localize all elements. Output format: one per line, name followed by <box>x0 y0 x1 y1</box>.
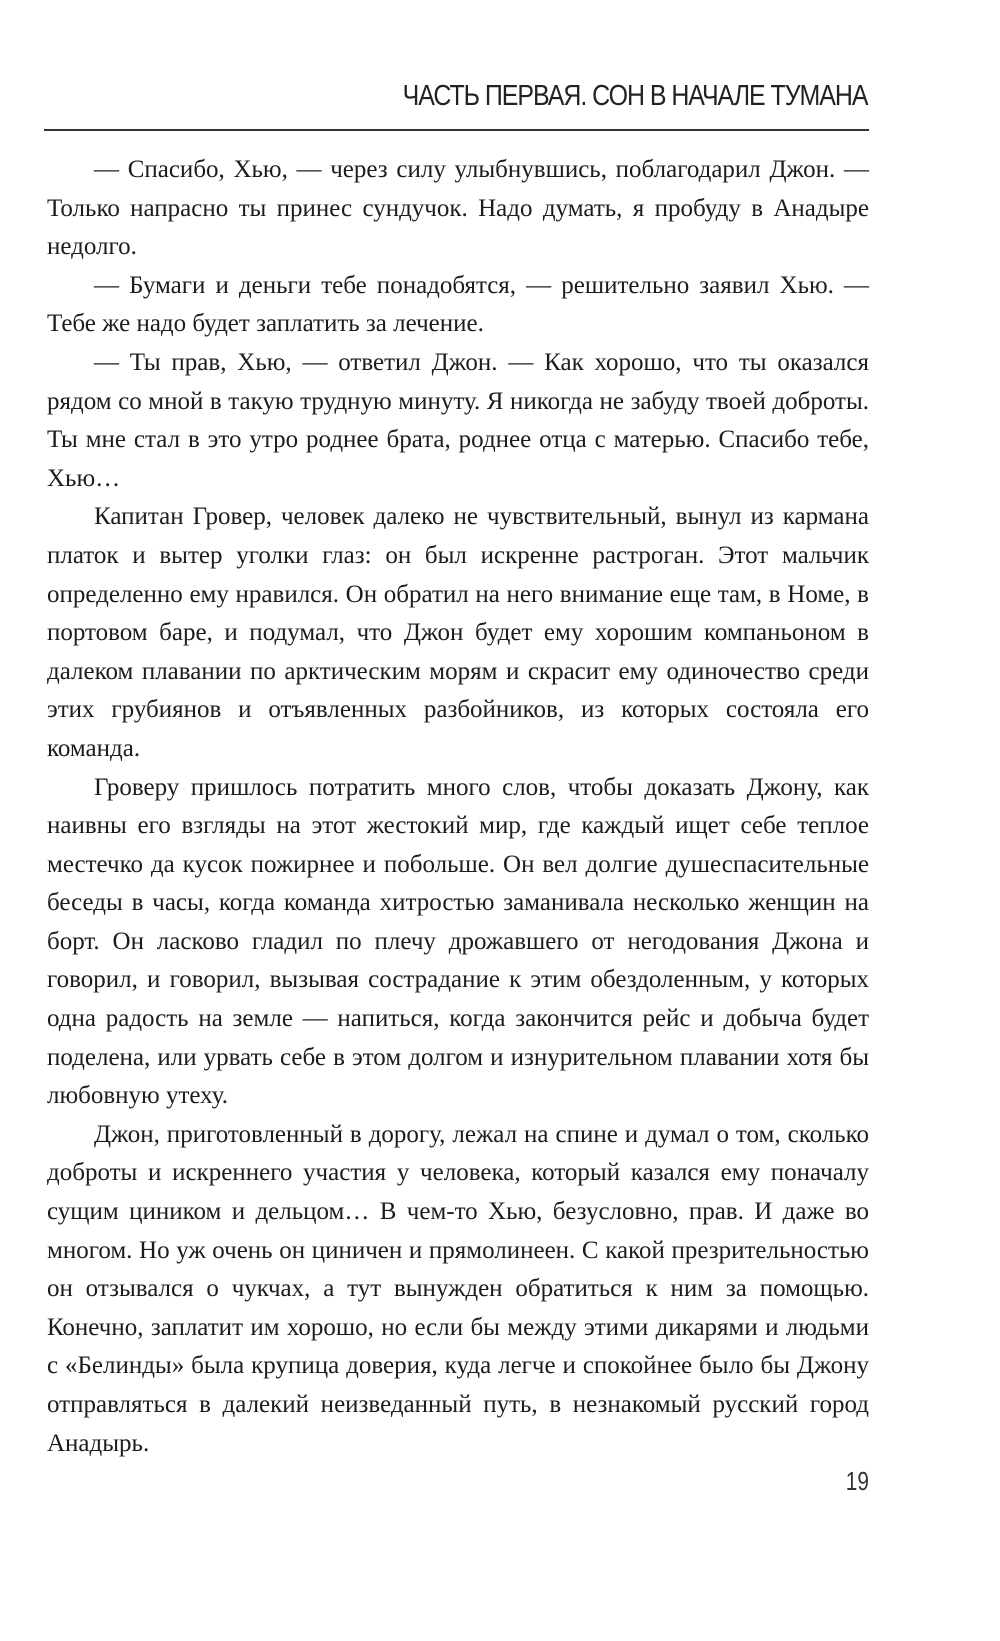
paragraph: — Ты прав, Хью, — ответил Джон. — Как хорошо, что ты оказался рядом со мной в такую трудную минуту. Я никогда не забуду твоей доброты. Ты мне стал в это утро роднее брата, роднее отца с матерью. Спасибо тебе, Хью… <box>47 348 869 492</box>
paragraph: Капитан Гровер, человек далеко не чувствительный, вынул из кармана платок и вытер уголки глаз: он был искренне растроган. Этот мальчик определенно ему нравился. Он обратил на него внимание еще там, в Номе, в портовом баре, и подумал, что Джон будет ему хорошим компаньоном в далеком плавании по арктическим морям и скрасит ему одиночество среди этих грубиянов и отъявленных разбойников, из которых состояла его команда. <box>47 503 869 762</box>
header-rule <box>44 129 869 131</box>
paragraph: Джон, приготовленный в дорогу, лежал на спине и думал о том, сколько доброты и искреннего участия у человека, который казался ему поначалу сущим циником и дельцом… В чем-то Хью, безусловно, прав. И даже во многом. Но уж очень он циничен и прямолинеен. С какой презрительностью он отзывался о чукчах, а тут вынужден обратиться к ним за помощью. Конечно, заплатит им хорошо, но если бы между этими дикарями и людьми с «Белинды» была крупица доверия, куда легче и спокойнее было бы Джону отправляться в далекий неизведанный путь, в незнакомый русский город Анадырь. <box>47 1120 869 1457</box>
running-head: ЧАСТЬ ПЕРВАЯ. СОН В НАЧАЛЕ ТУМАНА <box>402 80 867 112</box>
paragraph: Гроверу пришлось потратить много слов, чтобы доказать Джону, как наивны его взгляды на этот жестокий мир, где каждый ищет себе теплое местечко да кусок пожирнее и побольше. Он вел долгие душеспасительные беседы в часы, когда команда хитростью заманивала несколько женщин на борт. Он ласково гладил по плечу дрожавшего от негодования Джона и говорил, и говорил, вызывая сострадание к этим обездоленным, у которых одна радость на земле — напиться, когда закончится рейс и добыча будет поделена, или урвать себе в этом долгом и изнурительном плавании хотя бы любовную утеху. <box>47 773 869 1110</box>
page-number: 19 <box>845 1466 869 1496</box>
body-text <box>47 151 869 1463</box>
paragraph: — Спасибо, Хью, — через силу улыбнувшись, поблагодарил Джон. — Только напрасно ты принес сундучок. Надо думать, я пробуду в Анадыре недолго. <box>47 156 869 261</box>
paragraph: — Бумаги и деньги тебе понадобятся, — решительно заявил Хью. — Тебе же надо будет заплатить за лечение. <box>47 271 869 338</box>
